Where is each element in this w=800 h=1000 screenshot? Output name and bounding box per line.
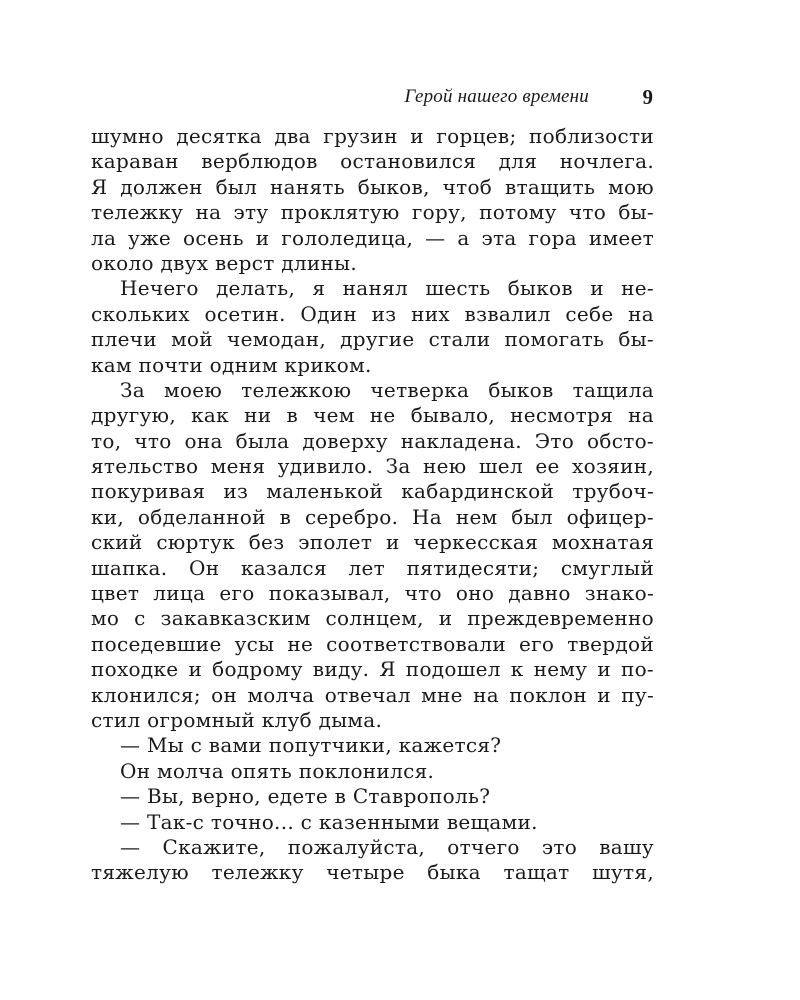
running-header: [147, 86, 653, 112]
dialogue-line: Он молча опять поклонился.: [120, 758, 435, 783]
text-line: шапка. Он казался лет пятидесяти; смуглый: [91, 555, 654, 580]
text-line: ятельство меня удивило. За нею шел ее хозяин,: [91, 454, 654, 479]
text-line: поседевшие усы не соответствовали его твердой: [91, 631, 654, 656]
running-title: Герой нашего времени: [404, 86, 589, 107]
text-line: цвет лица его показывал, что оно давно знако-: [91, 581, 654, 606]
text-line: тяжелую тележку четыре быка тащат шутя,: [91, 860, 654, 885]
dialogue-line: — Так-с точно... с казенными вещами.: [120, 809, 538, 834]
text-line: ский сюртук без эполет и черкесская мохнатая: [91, 530, 654, 555]
text-line: кам почти одним криком.: [91, 352, 372, 377]
text-line: стил огромный клуб дыма.: [91, 707, 383, 732]
text-line: ки, обделанной в серебро. На нем был офицер-: [91, 504, 654, 529]
text-line: тележку на эту проклятую гору, потому что бы-: [91, 200, 654, 225]
text-line: около двух верст длины.: [91, 250, 358, 275]
paragraph-first-line: Нечего делать, я нанял шесть быков и не-: [120, 276, 654, 301]
text-line: скольких осетин. Один из них взвалил себе на: [91, 301, 654, 326]
text-line: походке и бодрому виду. Я подошел к нему и по-: [91, 657, 654, 682]
text-line: другую, как ни в чем не бывало, несмотря на: [91, 403, 654, 428]
text-line: клонился; он молча отвечал мне на поклон и пу-: [91, 682, 654, 707]
text-line: караван верблюдов остановился для ночлега.: [91, 149, 654, 174]
text-line: покуривая из маленькой кабардинской трубоч-: [91, 479, 654, 504]
text-line: Я должен был нанять быков, чтоб втащить мою: [91, 174, 654, 199]
dialogue-line: — Скажите, пожалуйста, отчего это вашу: [120, 834, 654, 859]
dialogue-line: — Мы с вами попутчики, кажется?: [120, 733, 502, 758]
dialogue-line: — Вы, верно, едете в Ставрополь?: [120, 784, 491, 809]
text-line: то, что она была доверху накладена. Это обсто-: [91, 428, 654, 453]
body-text: [91, 124, 654, 886]
text-line: мо с закавказским солнцем, и преждевременно: [91, 606, 654, 631]
text-line: шумно десятка два грузин и горцев; поблизости: [91, 124, 654, 148]
text-line: ла уже осень и гололедица, — а эта гора имеет: [91, 225, 654, 250]
page-number: 9: [642, 85, 653, 109]
paragraph-first-line: За моею тележкою четверка быков тащила: [120, 377, 654, 402]
text-line: плечи мой чемодан, другие стали помогать бы-: [91, 327, 654, 352]
